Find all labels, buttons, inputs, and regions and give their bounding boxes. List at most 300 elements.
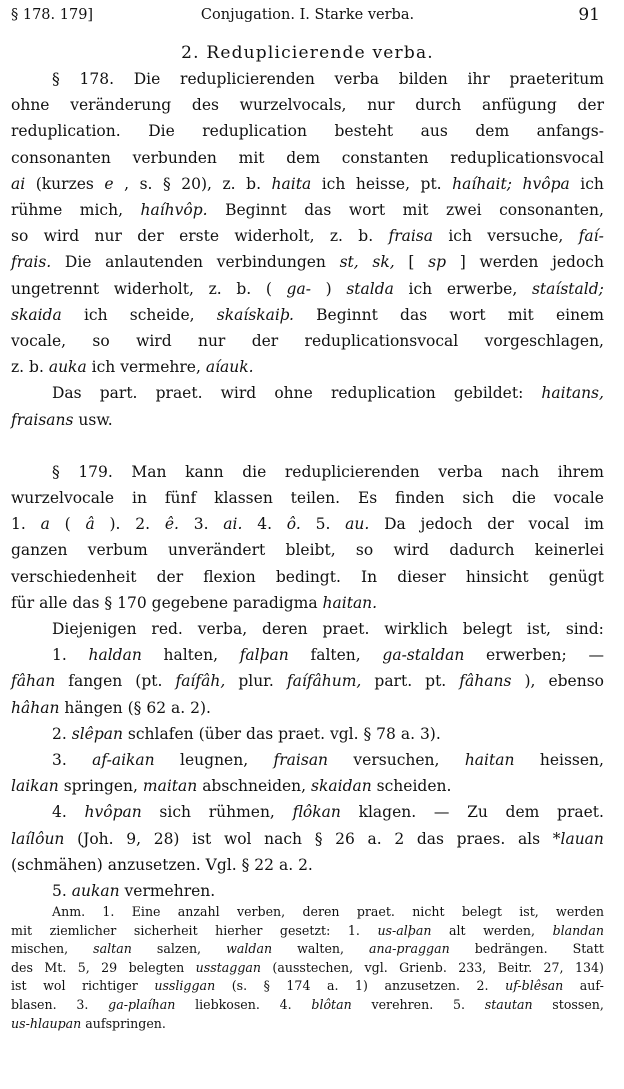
lines-word: wort	[348, 201, 386, 219]
lines-word: anfangs-	[536, 122, 604, 141]
lines-word: des	[191, 96, 219, 115]
lines-word: nach	[501, 462, 540, 481]
lines-word: haitans,	[541, 384, 604, 403]
lines-word: haldan	[88, 646, 142, 665]
lines-word: stalda	[346, 279, 394, 298]
note_lines-word: ist	[11, 978, 27, 994]
note_lines-word: hierher	[215, 922, 263, 938]
lines-word: praet.	[557, 803, 604, 822]
lines-word: der	[577, 96, 604, 115]
lines-word: erwerbe,	[446, 279, 518, 298]
lines-word: Die	[148, 122, 175, 141]
lines-word: pt.	[425, 672, 447, 691]
lines-word: Es	[357, 489, 378, 507]
lines-line	[11, 331, 604, 351]
note_lines-word: wol	[43, 978, 66, 994]
note_lines-word: ziemlicher	[49, 922, 117, 938]
lines-word: haíhvôp.	[140, 201, 208, 219]
lines-word: anfügung	[482, 96, 557, 115]
lines-word: reduplicierenden	[284, 462, 420, 481]
lines-word: skaískaiþ.	[216, 305, 294, 324]
lines-word: vorgeschlagen,	[484, 332, 604, 350]
lines-word: praes.	[456, 829, 506, 848]
lines-word: bleibt,	[285, 541, 336, 560]
lines-word: auka	[48, 358, 87, 377]
lines-word: vermehre,	[120, 358, 201, 377]
lines-word: )	[325, 279, 332, 298]
lines-line	[11, 855, 604, 875]
lines-word: praet.	[155, 384, 203, 403]
lines-word: 4.	[257, 515, 273, 534]
lines-word: verba	[334, 70, 380, 88]
lines-word: Diejenigen	[52, 620, 137, 638]
note_lines-word: Grienb.	[399, 959, 447, 975]
lines-word: hâhan	[11, 698, 60, 717]
lines-word: (	[64, 515, 71, 534]
lines-word: af-aikan	[92, 751, 155, 769]
lines-word: au.	[345, 515, 370, 534]
lines-word: 26	[335, 829, 355, 848]
lines-word: (schmähen)	[11, 855, 103, 874]
lines-word: verba	[438, 462, 483, 481]
note_lines-word: Anm.	[52, 904, 86, 919]
lines-word: haita	[271, 174, 312, 193]
lines-word: nur	[367, 96, 395, 115]
lines-word: vocal	[528, 515, 570, 534]
lines-word: ich	[448, 227, 472, 246]
lines-line	[11, 619, 604, 639]
note_lines-word: verehren.	[371, 997, 434, 1012]
lines-word: dem	[286, 148, 321, 167]
lines-word: so	[11, 227, 29, 246]
note_lines-word: 5.	[452, 997, 465, 1012]
note_lines-word: gesetzt:	[279, 922, 331, 938]
note_lines-word: 4.	[279, 997, 292, 1012]
lines-word: pt.	[420, 174, 442, 193]
note_lines-word: usstaggan	[195, 959, 262, 975]
lines-word: —	[433, 803, 450, 822]
lines-word: reduplicierenden	[180, 70, 315, 88]
lines-word: 2.	[135, 515, 151, 534]
lines-word: verschiedenheit	[11, 567, 137, 586]
lines-word: dadurch	[449, 541, 515, 560]
page-number: 91	[578, 5, 600, 25]
lines-word: faí-	[578, 227, 604, 246]
lines-line	[11, 750, 604, 770]
note_lines-word: auf-	[579, 978, 604, 994]
lines-word: (über	[198, 724, 242, 743]
note_lines-word: blasen.	[11, 997, 57, 1012]
lines-word: skaida	[11, 305, 62, 324]
lines-word: slêpan	[71, 724, 123, 743]
lines-word: b.	[358, 227, 374, 246]
lines-word: a.	[171, 698, 186, 717]
lines-word: ganzen	[11, 541, 68, 560]
lines-line	[11, 776, 604, 796]
lines-word: (Joh.	[77, 829, 114, 848]
note_lines-line	[11, 996, 604, 1013]
lines-word: (	[265, 279, 272, 298]
lines-word: besteht	[334, 122, 394, 141]
lines-word: jedoch	[420, 515, 473, 534]
lines-word: b.	[236, 279, 252, 298]
note_lines-word: 174	[286, 978, 311, 994]
lines-word: dieser	[397, 567, 446, 586]
lines-line	[11, 69, 604, 89]
lines-word: ohne	[11, 96, 50, 115]
note_lines-word: blôtan	[311, 997, 352, 1012]
lines-word: 9,	[126, 829, 142, 848]
lines-word: skaidan	[311, 777, 372, 796]
lines-word: 2	[394, 829, 405, 848]
lines-word: wol	[223, 829, 252, 848]
note_lines-word: mischen,	[11, 941, 69, 957]
lines-line	[11, 95, 604, 115]
lines-word: usw.	[78, 410, 113, 429]
lines-word: staístald;	[531, 279, 604, 298]
lines-line	[11, 514, 604, 534]
lines-word: das	[72, 593, 100, 612]
lines-word: â	[85, 515, 95, 534]
lines-word: teilen.	[290, 489, 341, 507]
lines-word: (§	[127, 698, 142, 717]
lines-word: hinsicht	[465, 567, 529, 586]
note_lines-line	[11, 1015, 604, 1032]
lines-word: halten,	[163, 646, 218, 665]
lines-word: fraisa	[388, 227, 433, 246]
lines-word: fangen	[68, 672, 123, 691]
lines-word: anlautenden	[105, 253, 204, 272]
lines-word: part.	[99, 384, 138, 403]
lines-word: hvôpan	[84, 803, 142, 822]
lines-line	[11, 174, 604, 194]
lines-word: §	[104, 593, 113, 612]
lines-word: a	[40, 515, 50, 534]
lines-word: ]	[459, 253, 466, 272]
lines-word: —	[588, 646, 604, 665]
lines-word: 170	[117, 593, 147, 612]
lines-line	[11, 226, 604, 246]
lines-word: leugnen,	[180, 751, 249, 769]
lines-word: praet.	[278, 724, 326, 743]
lines-word: sp	[428, 253, 447, 272]
lines-word: falten,	[310, 646, 361, 665]
note_lines-word: mit	[11, 922, 33, 938]
lines-word: ich	[83, 305, 108, 324]
lines-word: dem	[505, 803, 540, 822]
lines-word: z.	[11, 358, 25, 377]
lines-line	[11, 540, 604, 560]
note_lines-word: anzusetzen.	[384, 978, 461, 994]
lines-word: ich	[580, 174, 604, 193]
lines-word: ê.	[164, 515, 179, 534]
lines-word: (kurzes	[35, 174, 94, 193]
lines-word: a.	[278, 855, 294, 874]
lines-word: werden	[479, 253, 539, 272]
lines-word: b.	[246, 174, 261, 193]
lines-word: ai	[11, 174, 26, 193]
lines-word: ga-	[286, 279, 311, 298]
lines-line	[11, 881, 604, 901]
note_lines-word: ist,	[519, 904, 539, 919]
note_lines-word: (ausstechen,	[272, 959, 354, 975]
note_lines-word: 3.	[76, 997, 89, 1012]
lines-word: widerholt,	[234, 227, 315, 246]
lines-word: frais.	[11, 253, 52, 272]
lines-word: §	[52, 70, 60, 88]
lines-word: gebildet:	[453, 384, 524, 403]
lines-word: wirklich	[384, 620, 448, 638]
lines-word: das	[304, 201, 332, 219]
lines-word: flôkan	[292, 803, 341, 822]
lines-line	[11, 305, 604, 325]
lines-word: 20),	[181, 174, 212, 193]
lines-word: 5.	[52, 882, 67, 900]
lines-word: sk,	[372, 253, 395, 272]
running-head-title: Conjugation. I. Starke verba.	[200, 7, 415, 23]
lines-word: *lauan	[552, 829, 604, 848]
lines-line	[11, 200, 604, 220]
lines-word: 178.	[79, 70, 114, 88]
lines-word: z.	[208, 279, 222, 298]
lines-word: mit	[238, 148, 265, 167]
note_lines-word: aufspringen.	[85, 1015, 166, 1031]
note_lines-word: stossen,	[552, 997, 604, 1012]
lines-word: 3.	[193, 515, 209, 534]
lines-word: faífâhum,	[286, 672, 362, 691]
lines-word: paradigma	[233, 593, 318, 612]
lines-word: wird	[393, 541, 430, 560]
lines-word: s.	[139, 174, 153, 193]
lines-word: vgl.	[329, 724, 359, 743]
lines-word: plur.	[238, 672, 274, 691]
note_lines-word: 2.	[476, 978, 489, 994]
lines-word: sich	[462, 489, 494, 507]
lines-line	[11, 593, 604, 613]
lines-line	[11, 279, 604, 299]
note_lines-word: nicht	[412, 904, 445, 919]
lines-line	[11, 829, 604, 849]
lines-word: nur	[94, 227, 122, 246]
lines-word: verba,	[197, 620, 248, 638]
lines-word: mit	[507, 305, 534, 324]
lines-word: 5.	[315, 515, 331, 534]
lines-word: 2.	[52, 724, 67, 743]
lines-word: der	[156, 567, 184, 586]
note_lines-word: stautan	[484, 997, 533, 1012]
lines-word: (pt.	[135, 672, 163, 691]
lines-word: unverändert	[167, 541, 266, 560]
lines-word: wurzelvocals,	[239, 96, 347, 115]
note_lines-word: saltan	[93, 941, 132, 957]
lines-word: fraisans	[11, 410, 74, 429]
note_lines-word: alt	[449, 922, 466, 938]
lines-word: 2).	[190, 698, 211, 717]
lines-line	[11, 383, 604, 403]
lines-word: §	[163, 174, 171, 193]
lines-word: versuche,	[487, 227, 564, 246]
note_lines-word: Eine	[131, 904, 161, 919]
lines-word: §	[363, 724, 372, 743]
lines-word: 78	[376, 724, 396, 743]
lines-line	[11, 121, 604, 141]
lines-word: rühme	[11, 201, 63, 219]
lines-word: ,	[124, 174, 130, 193]
note_lines-word: werden	[556, 904, 604, 919]
lines-word: wort	[449, 305, 486, 324]
lines-word: deren	[261, 620, 308, 638]
lines-word: 179.	[78, 462, 113, 481]
lines-word: reduplication	[202, 122, 307, 141]
lines-word: hvôpa	[522, 174, 570, 193]
lines-word: fraisan	[273, 751, 329, 769]
lines-word: durch	[415, 96, 462, 115]
lines-word: anzusetzen.	[107, 855, 201, 874]
lines-word: versuchen,	[353, 751, 440, 769]
lines-word: bilden	[398, 70, 448, 88]
lines-word: mich,	[79, 201, 123, 219]
lines-word: reduplication.	[11, 122, 121, 141]
lines-word: klassen	[214, 489, 273, 507]
lines-word: Da	[384, 515, 406, 534]
lines-word: a.	[400, 724, 415, 743]
lines-word: §	[314, 829, 323, 848]
lines-word: der	[137, 227, 164, 246]
lines-word: consonanten,	[499, 201, 604, 219]
lines-word: reduplicationsvocal	[304, 332, 459, 350]
lines-word: praeteritum	[509, 70, 604, 88]
lines-word: einem	[555, 305, 604, 324]
lines-word: z.	[222, 174, 236, 193]
lines-line	[11, 148, 604, 168]
lines-word: In	[360, 567, 378, 586]
lines-word: sind:	[565, 620, 604, 638]
lines-word: ebenso	[548, 672, 604, 691]
lines-word: die	[242, 462, 267, 481]
lines-word: im	[584, 515, 604, 534]
lines-word: erwerben;	[486, 646, 567, 665]
lines-word: wurzelvocale	[11, 489, 115, 507]
lines-word: ich	[321, 174, 346, 193]
lines-word: 1.	[52, 646, 67, 665]
lines-word: Die	[64, 253, 92, 272]
lines-word: fâhan	[11, 672, 56, 691]
lines-word: constanten	[341, 148, 429, 167]
lines-word: heissen,	[539, 751, 604, 769]
lines-word: red.	[151, 620, 183, 638]
lines-word: vocale	[553, 489, 604, 507]
lines-line	[11, 357, 604, 377]
lines-word: reduplicationsvocal	[450, 148, 604, 167]
note_lines-word: Statt	[572, 941, 604, 957]
lines-word: klagen.	[358, 803, 417, 822]
lines-line	[11, 802, 604, 822]
lines-word: Die	[133, 70, 161, 88]
lines-word: flexion	[203, 567, 256, 586]
note_lines-word: us-hlaupan	[11, 1015, 82, 1031]
lines-word: wird	[220, 384, 257, 403]
note_lines-word: 29	[101, 959, 118, 975]
lines-word: ),	[524, 672, 536, 691]
lines-word: widerholt,	[113, 279, 194, 298]
lines-word: Beginnt	[225, 201, 287, 219]
note_lines-word: anzahl	[177, 904, 220, 919]
lines-word: praet.	[322, 620, 370, 638]
lines-line	[11, 671, 604, 691]
note_lines-word: 134)	[574, 959, 604, 975]
lines-word: verbunden	[132, 148, 217, 167]
lines-word: b.	[29, 358, 44, 377]
note_lines-word: Beitr.	[497, 959, 533, 975]
note_lines-word: deren	[302, 904, 340, 919]
lines-word: dem	[475, 122, 510, 141]
lines-word: ich	[408, 279, 433, 298]
lines-word: §	[241, 855, 250, 874]
lines-word: wird	[43, 227, 80, 246]
lines-word: st,	[339, 253, 359, 272]
lines-word: e	[104, 174, 114, 193]
section-title: 2. Reduplicierende verba.	[181, 43, 434, 63]
lines-word: scheiden.	[376, 777, 452, 796]
lines-word: Das	[52, 384, 82, 403]
lines-word: ungetrennt	[11, 279, 100, 298]
lines-word: a.	[367, 829, 382, 848]
note_lines-word: richtiger	[81, 978, 138, 994]
lines-word: wird	[136, 332, 172, 350]
note_lines-word: 1.	[102, 904, 115, 919]
lines-word: 28)	[153, 829, 180, 848]
lines-word: reduplication	[330, 384, 436, 403]
lines-word: heisse,	[355, 174, 410, 193]
lines-word: [	[408, 253, 415, 272]
note_lines-word: belegt	[461, 904, 502, 919]
lines-word: Vgl.	[205, 855, 237, 874]
note_lines-word: ga-plaíhan	[108, 997, 176, 1012]
lines-word: faífâh,	[175, 672, 226, 691]
lines-line	[11, 488, 604, 508]
note_lines-word: waldan	[226, 941, 273, 957]
lines-word: 3.	[52, 751, 67, 769]
note_lines-line	[11, 922, 604, 939]
lines-word: die	[511, 489, 536, 507]
note_lines-word: 1.	[347, 922, 360, 938]
lines-word: erste	[179, 227, 220, 246]
lines-word: haitan	[464, 751, 515, 769]
note_lines-word: (s.	[231, 978, 248, 994]
lines-word: für	[11, 593, 35, 612]
lines-word: ihrem	[557, 462, 604, 481]
note_lines-word: verben,	[236, 904, 286, 919]
note_lines-word: Mt.	[44, 959, 67, 975]
lines-word: springen,	[63, 777, 138, 796]
lines-word: fünf	[164, 489, 197, 507]
lines-word: das	[246, 724, 274, 743]
lines-word: 3).	[419, 724, 441, 743]
lines-word: der	[487, 515, 514, 534]
lines-word: keinerlei	[534, 541, 604, 560]
lines-word: schlafen	[127, 724, 194, 743]
lines-word: ).	[109, 515, 121, 534]
lines-word: aukan	[71, 882, 120, 900]
lines-word: Zu	[467, 803, 488, 822]
lines-word: ihr	[467, 70, 490, 88]
lines-word: part.	[374, 672, 413, 691]
lines-word: Beginnt	[316, 305, 378, 324]
lines-word: haitan.	[322, 593, 378, 612]
note_lines-word: belegten	[128, 959, 185, 975]
note_lines-word: a.	[326, 978, 339, 994]
note_lines-word: salzen,	[156, 941, 202, 957]
